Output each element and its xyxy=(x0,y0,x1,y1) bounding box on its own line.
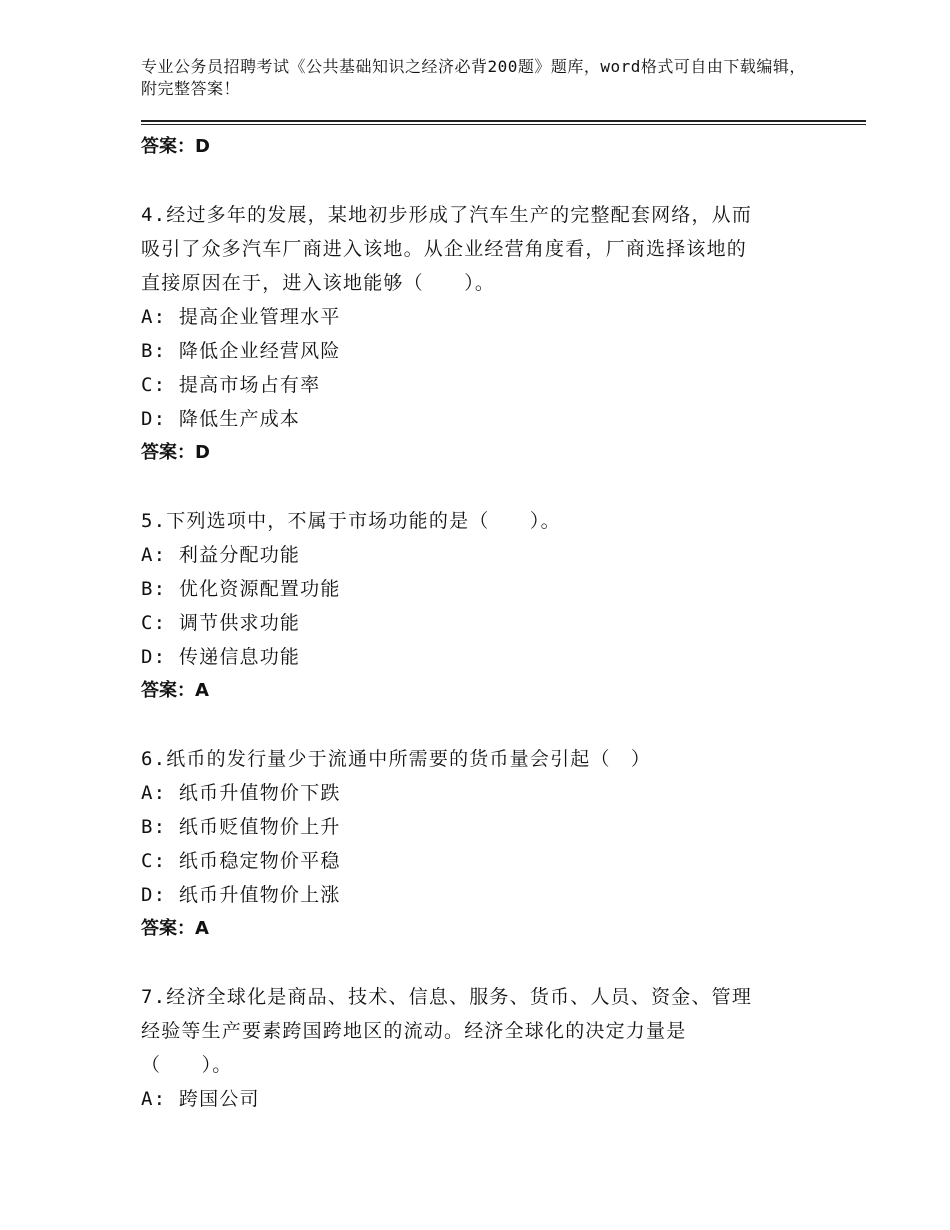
answer-line: 答案：A xyxy=(141,680,209,701)
option-a: A: 跨国公司 xyxy=(141,1088,260,1110)
option-b: B: 优化资源配置功能 xyxy=(141,578,341,600)
option-a: A: 纸币升值物价下跌 xyxy=(141,782,341,804)
option-d: D: 纸币升值物价上涨 xyxy=(141,884,341,906)
question-block xyxy=(141,504,821,708)
question-text: 4.经过多年的发展，某地初步形成了汽车生产的完整配套网络，从而 xyxy=(141,204,753,226)
question-text: （ ）。 xyxy=(141,1054,233,1076)
question-text: 经验等生产要素跨国跨地区的流动。经济全球化的决定力量是 xyxy=(141,1020,687,1042)
option-c: C: 纸币稳定物价平稳 xyxy=(141,850,341,872)
question-block xyxy=(141,742,821,946)
question-text: 吸引了众多汽车厂商进入该地。从企业经营角度看，厂商选择该地的 xyxy=(141,238,748,260)
option-c: C: 提高市场占有率 xyxy=(141,374,321,396)
option-a: A: 利益分配功能 xyxy=(141,544,301,566)
answer-line: 答案：D xyxy=(141,136,210,157)
answer-line: 答案：D xyxy=(141,442,210,463)
spacer xyxy=(141,164,821,198)
question-block xyxy=(141,198,821,470)
option-a: A: 提高企业管理水平 xyxy=(141,306,341,328)
option-b: B: 纸币贬值物价上升 xyxy=(141,816,341,838)
spacer xyxy=(141,946,821,980)
question-block xyxy=(141,980,821,1116)
option-d: D: 降低生产成本 xyxy=(141,408,301,430)
option-c: C: 调节供求功能 xyxy=(141,612,301,634)
answer-line: 答案：A xyxy=(141,918,209,939)
document-header: 专业公务员招聘考试《公共基础知识之经济必背200题》题库，word格式可自由下载编辑，附完整答案！ xyxy=(141,57,806,98)
spacer xyxy=(141,470,821,504)
option-d: D: 传递信息功能 xyxy=(141,646,301,668)
question-list xyxy=(141,130,821,1116)
question-text: 6.纸币的发行量少于流通中所需要的货币量会引起（ ） xyxy=(141,748,652,770)
spacer xyxy=(141,708,821,742)
option-b: B: 降低企业经营风险 xyxy=(141,340,341,362)
question-text: 5.下列选项中，不属于市场功能的是（ ）。 xyxy=(141,510,561,532)
header-rule-thin xyxy=(141,124,866,125)
question-text: 7.经济全球化是商品、技术、信息、服务、货币、人员、资金、管理 xyxy=(141,986,753,1008)
header-rule-thick xyxy=(141,120,866,122)
question-text: 直接原因在于，进入该地能够（ ）。 xyxy=(141,272,496,294)
